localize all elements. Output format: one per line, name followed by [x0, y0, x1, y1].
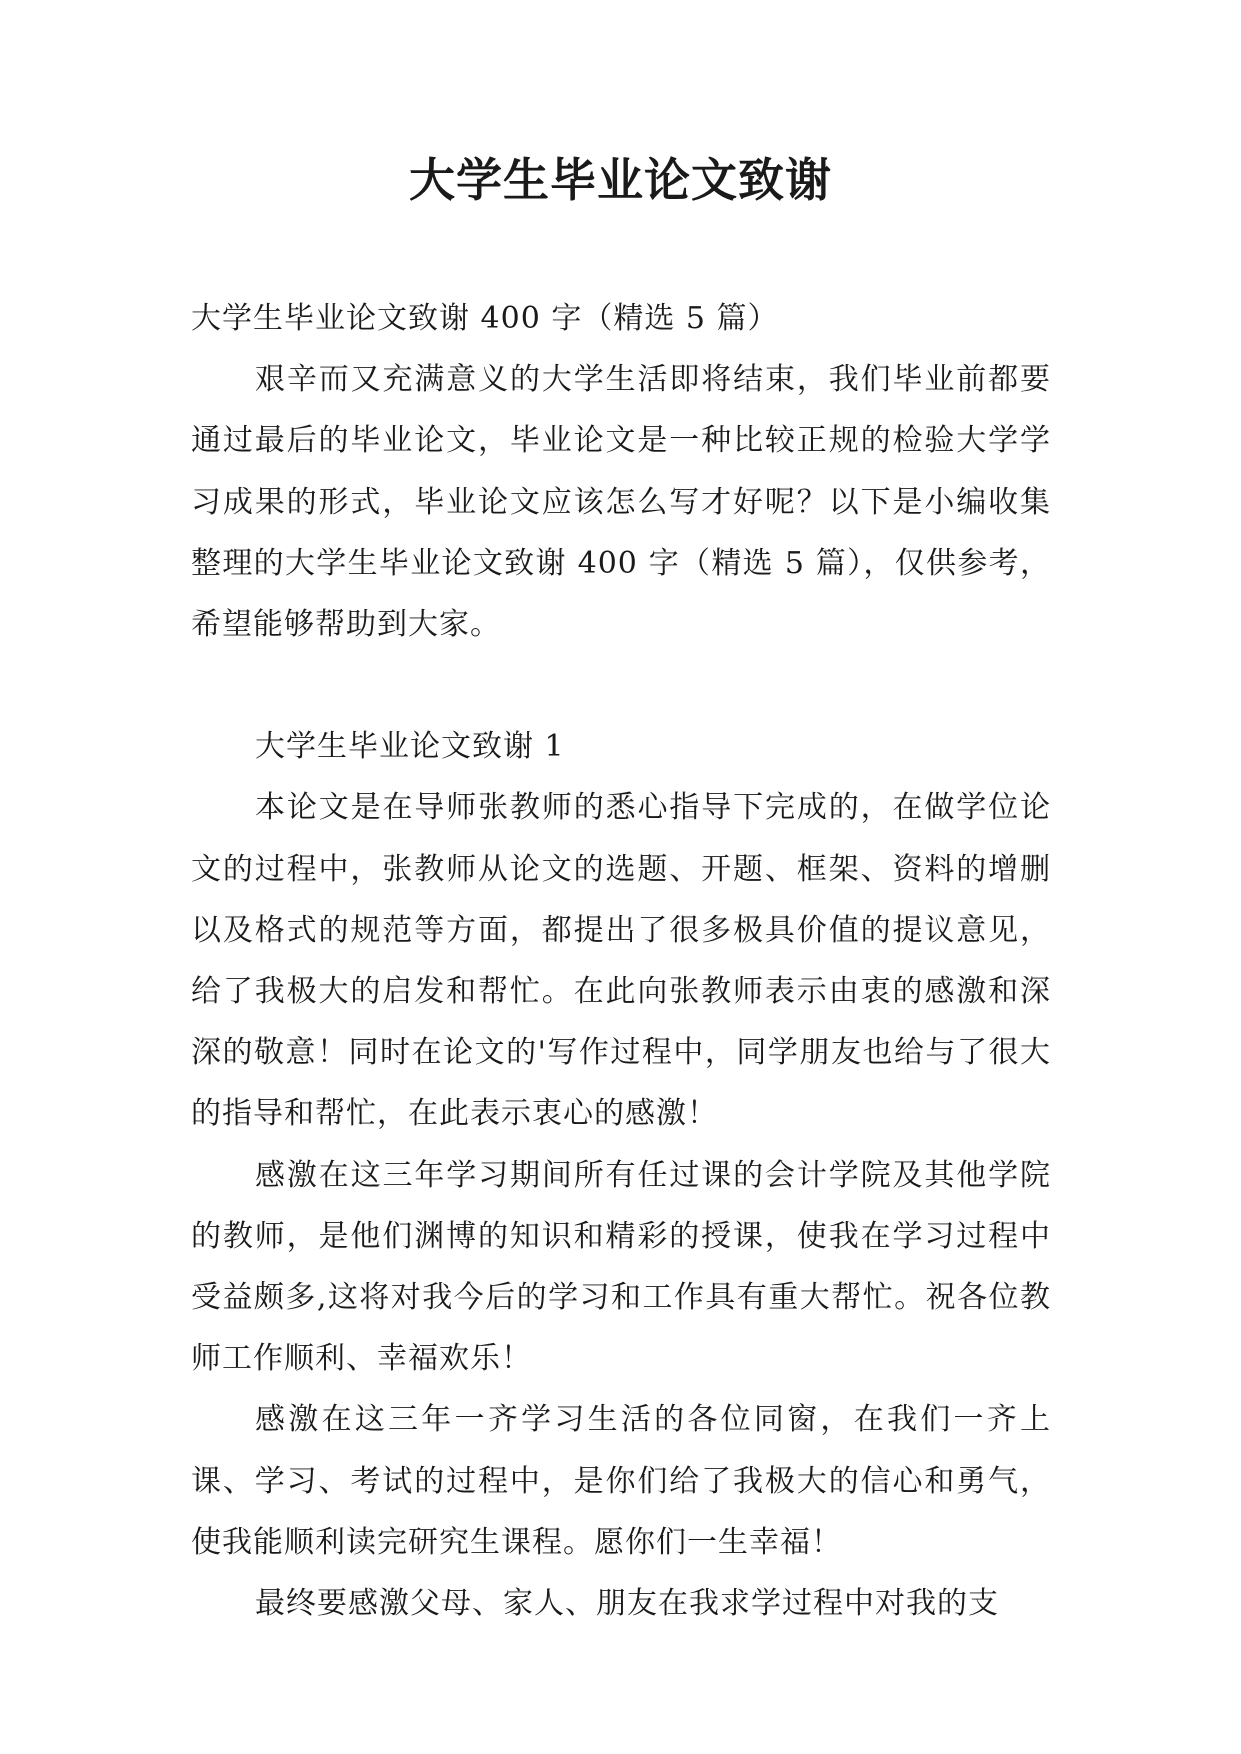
paragraph-spacer	[191, 655, 1051, 716]
section-heading: 大学生毕业论文致谢 1	[255, 729, 565, 765]
document-body	[191, 288, 1051, 1634]
section-paragraph: 感激在这三年学习期间所有任过课的会计学院及其他学院的教师，是他们渊博的知识和精彩的授课，使我在学习过程中受益颇多,这将对我今后的学习和工作具有重大帮忙。祝各位教师工作顺利、幸福欢乐！	[191, 1157, 1051, 1377]
document-subtitle: 大学生毕业论文致谢 400 字（精选 5 篇）	[191, 301, 779, 336]
section-paragraph: 本论文是在导师张教师的悉心指导下完成的，在做学位论文的过程中，张教师从论文的选题、开题、框架、资料的增删以及格式的规范等方面，都提出了很多极具价值的提议意见，给了我极大的启发和帮忙。在此向张教师表示由衷的感激和深深的敬意！同时在论文的'写作过程中，同学朋友也给与了很大的指导和帮忙，在此表示衷心的感激！	[191, 790, 1051, 1132]
intro-paragraph: 艰辛而又充满意义的大学生活即将结束，我们毕业前都要通过最后的毕业论文，毕业论文是一种比较正规的检验大学学习成果的形式，毕业论文应该怎么写才好呢？以下是小编收集整理的大学生毕业论文致谢 400 字（精选 5 篇），仅供参考，希望能够帮助到大家。	[191, 362, 1051, 643]
document-title: 大学生毕业论文致谢	[409, 153, 832, 207]
section-paragraph: 感激在这三年一齐学习生活的各位同窗，在我们一齐上课、学习、考试的过程中，是你们给了我极大的信心和勇气，使我能顺利读完研究生课程。愿你们一生幸福！	[191, 1402, 1051, 1560]
section-paragraph: 最终要感激父母、家人、朋友在我求学过程中对我的支	[255, 1586, 999, 1622]
